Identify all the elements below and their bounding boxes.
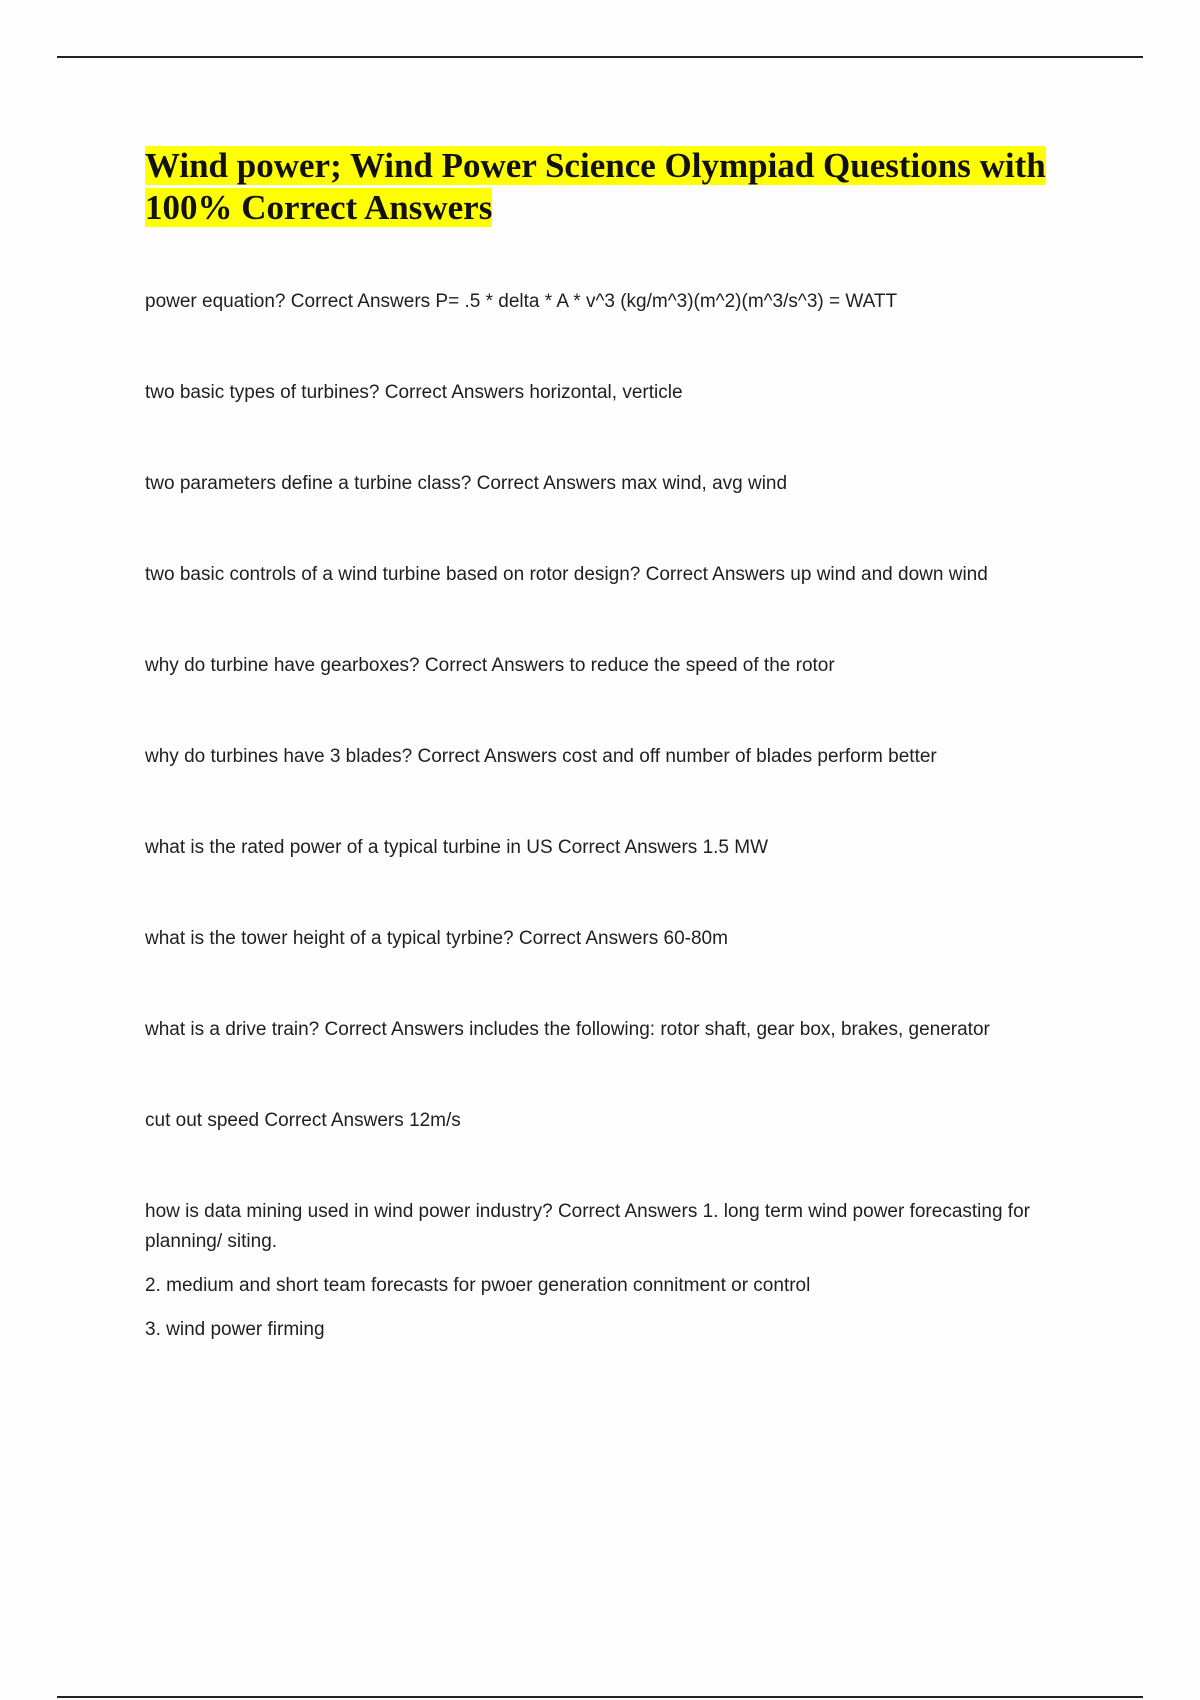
qa-item: cut out speed Correct Answers 12m/s (145, 1110, 461, 1131)
qa-item: what is the rated power of a typical turbine in US Correct Answers 1.5 MW (145, 837, 769, 858)
qa-item: what is the tower height of a typical tyrbine? Correct Answers 60-80m (145, 928, 728, 949)
qa-item: what is a drive train? Correct Answers includes the following: rotor shaft, gear box, brakes, generator (145, 1019, 990, 1040)
qa-continuation-line: 3. wind power firming (145, 1319, 325, 1340)
document-title (145, 145, 1085, 229)
bottom-rule (57, 1696, 1143, 1698)
qa-item: two basic controls of a wind turbine based on rotor design? Correct Answers up wind and down wind (145, 564, 988, 585)
qa-item: two parameters define a turbine class? Correct Answers max wind, avg wind (145, 473, 788, 494)
top-rule (57, 56, 1143, 58)
qa-item: why do turbine have gearboxes? Correct Answers to reduce the speed of the rotor (145, 655, 835, 676)
qa-item: power equation? Correct Answers P= .5 * delta * A * v^3 (kg/m^3)(m^2)(m^3/s^3) = WATT (145, 291, 898, 312)
qa-continuation-line: 2. medium and short team forecasts for pwoer generation connitment or control (145, 1275, 811, 1296)
title-block (145, 145, 1085, 229)
document-title-text: Wind power; Wind Power Science Olympiad Questions with 100% Correct Answers (145, 146, 1046, 227)
qa-item: two basic types of turbines? Correct Answers horizontal, verticle (145, 382, 683, 403)
qa-item: how is data mining used in wind power industry? Correct Answers 1. long term wind power forecasting for planning/ siting. (145, 1201, 1030, 1252)
qa-item: why do turbines have 3 blades? Correct Answers cost and off number of blades perform better (145, 746, 937, 767)
qa-list (145, 287, 1085, 1345)
